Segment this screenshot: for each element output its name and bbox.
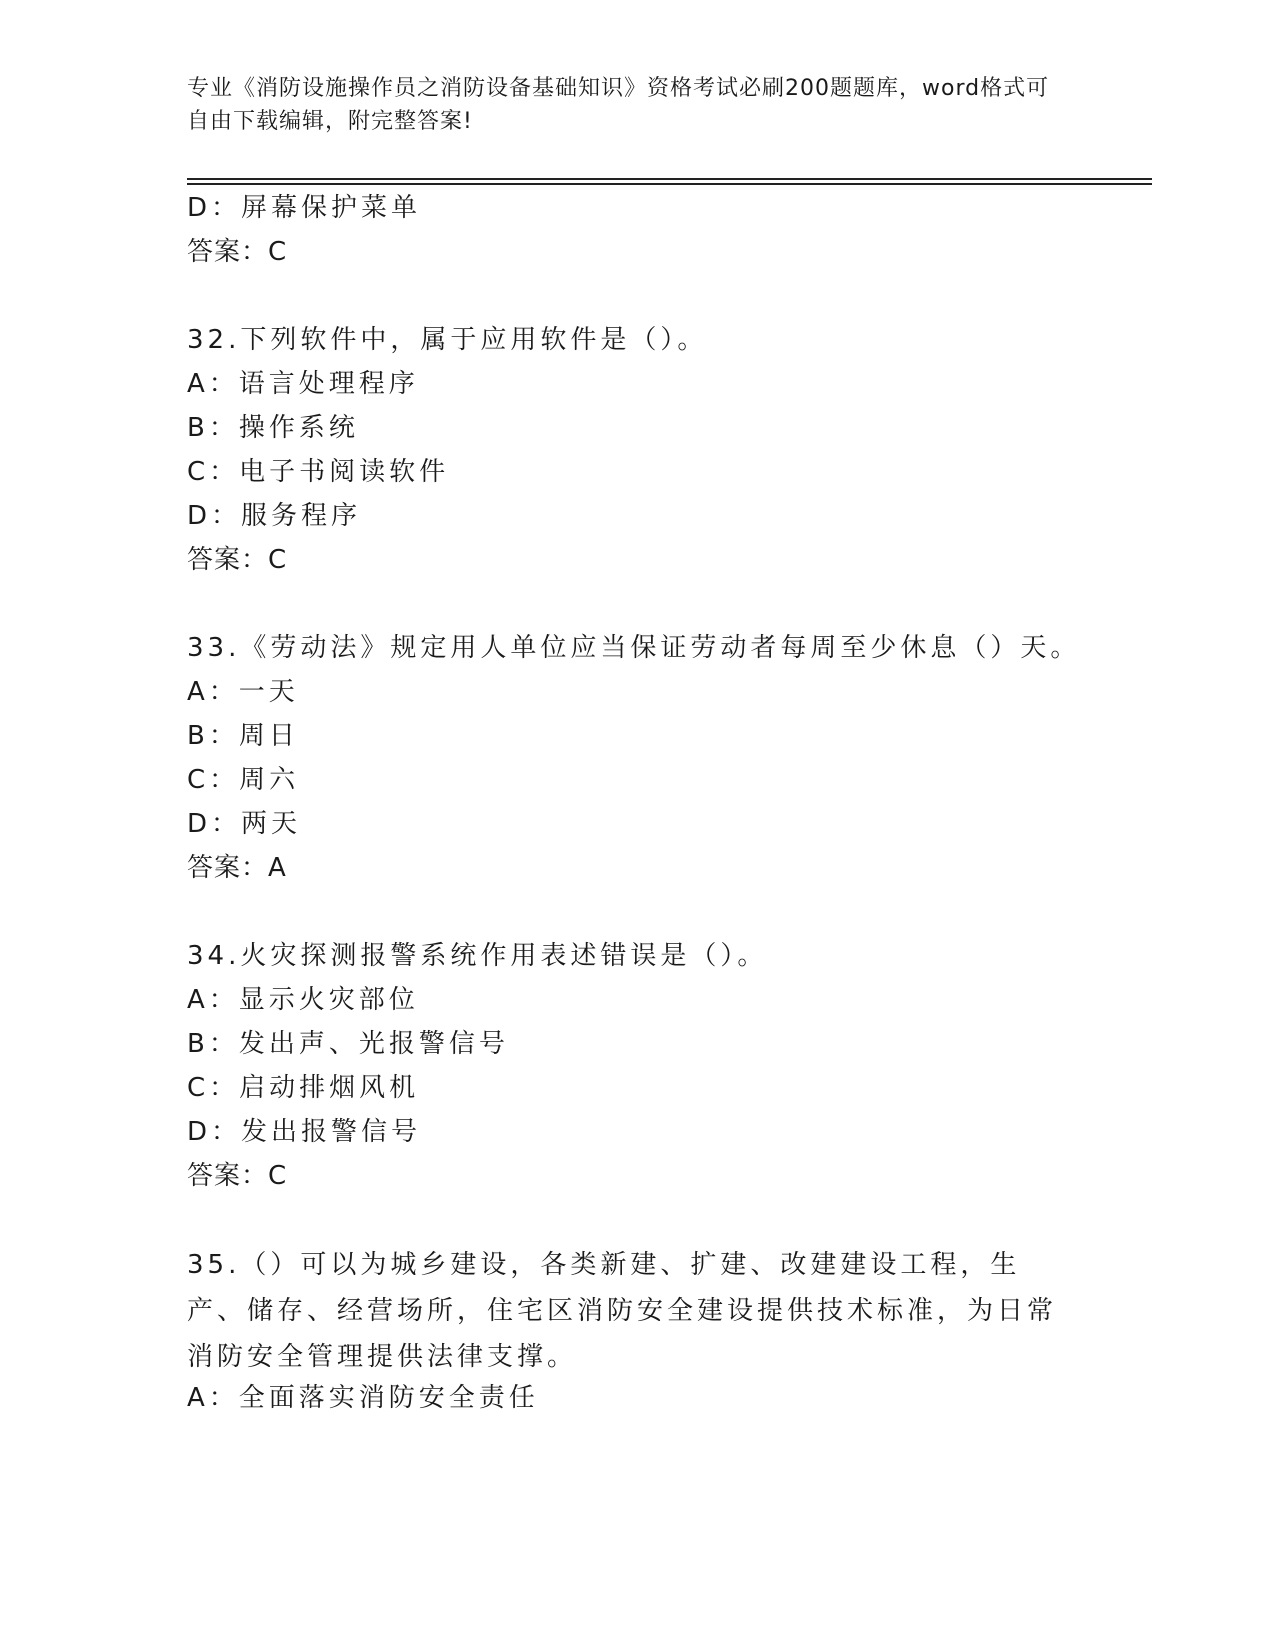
question-34-stem: 34.火灾探测报警系统作用表述错误是（）。 <box>187 941 768 971</box>
header-divider-second <box>187 183 1152 185</box>
document-header: 专业《消防设施操作员之消防设备基础知识》资格考试必刷200题题库，word格式可自由下载编辑，附完整答案! <box>187 76 1050 134</box>
question-32-option-c: C：电子书阅读软件 <box>187 457 450 487</box>
question-32-option-d: D：服务程序 <box>187 501 362 531</box>
question-35-stem: 35.（）可以为城乡建设，各类新建、扩建、改建建设工程，生产、储存、经营场所，住宅区消防安全建设提供技术标准，为日常消防安全管理提供法律支撑。 <box>187 1250 1058 1372</box>
question-33-option-b: B：周日 <box>187 721 299 751</box>
question-34-option-c: C：启动排烟风机 <box>187 1073 420 1103</box>
question-34-answer: 答案：C <box>187 1161 288 1191</box>
question-32-option-b: B：操作系统 <box>187 413 359 443</box>
question-33-answer: 答案：A <box>187 853 287 883</box>
question-32-option-a: A：语言处理程序 <box>187 369 419 399</box>
question-33-option-a: A：一天 <box>187 677 299 707</box>
question-32-stem: 32.下列软件中，属于应用软件是（）。 <box>187 325 708 355</box>
question-35-option-a: A：全面落实消防安全责任 <box>187 1383 539 1413</box>
header-divider <box>187 178 1152 180</box>
question-34-option-a: A：显示火灾部位 <box>187 985 419 1015</box>
question-33-option-d: D：两天 <box>187 809 302 839</box>
question-33-stem: 33.《劳动法》规定用人单位应当保证劳动者每周至少休息（）天。 <box>187 633 1081 663</box>
question-33-option-c: C：周六 <box>187 765 300 795</box>
option-d-prev: D：屏幕保护菜单 <box>187 193 422 223</box>
question-34-option-d: D：发出报警信号 <box>187 1117 422 1147</box>
question-32-answer: 答案：C <box>187 545 288 575</box>
answer-prev: 答案：C <box>187 237 288 267</box>
question-34-option-b: B：发出声、光报警信号 <box>187 1029 509 1059</box>
